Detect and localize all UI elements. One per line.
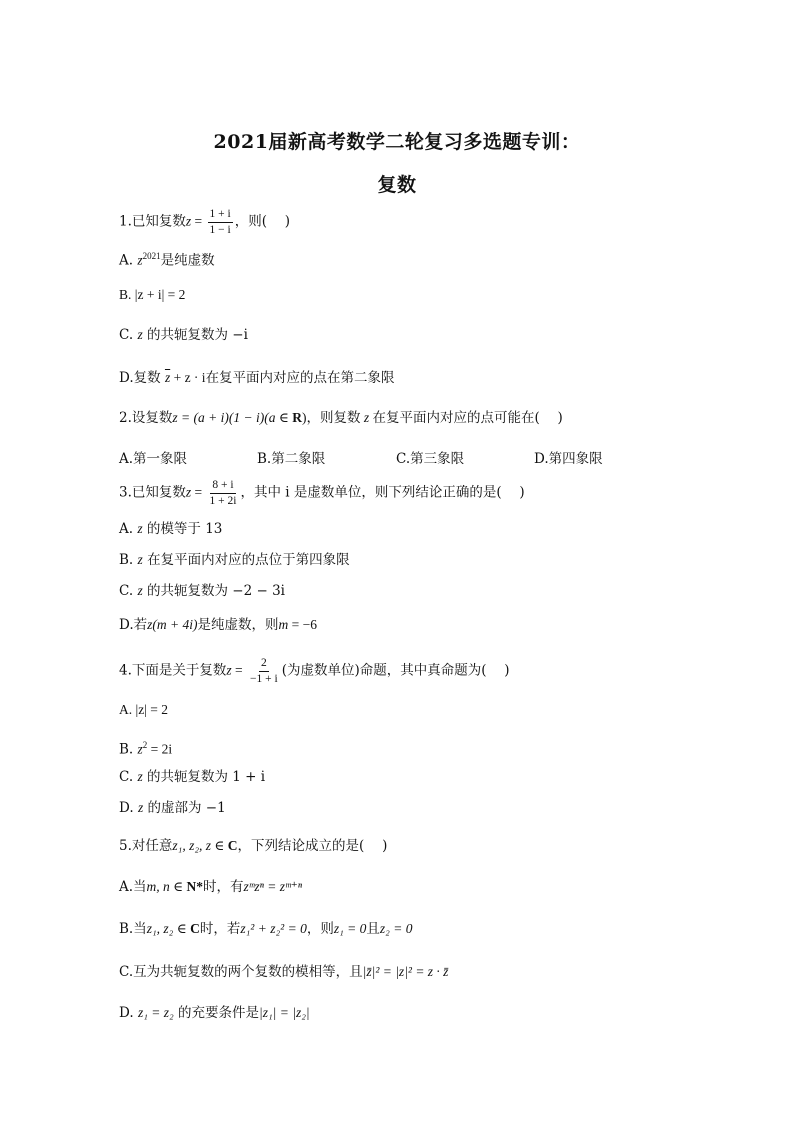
q2-option-b: B.第二象限 [257,451,326,467]
q2-option-d: D.第四象限 [534,451,603,467]
q4-option-c: C. z 的共轭复数为 1 + i [119,769,266,785]
q5-option-b: B.当z₁, z₂ ∈ C时，若z₁² + z₂² = 0，则z₁ = 0且z₂ = 0 [119,921,413,937]
q3-option-a: A. z 的模等于 13 [119,521,223,537]
q5-option-d: D. z₁ = z₂ 的充要条件是|z₁| = |z₂| [119,1005,310,1021]
q2-stem: 2.设复数z = (a + i)(1 − i)(a ∈ R)，则复数 z 在复平面内对应的点可能在( ) [119,410,563,426]
q1-option-d: D.复数 $\overline{z} + z \cdot i$在复平面内对应的点在第二象限 [119,370,395,386]
q3-option-b: B. z 在复平面内对应的点位于第四象限 [119,552,350,568]
q4-stem: 4.下面是关于复数z = $\frac{2}{-1 + i}$ (为虚数单位)命题，其中真命题为( ) [119,657,510,685]
q5-option-c: C.互为共轭复数的两个复数的模相等，且|z̄|² = |z|² = z · z̄ [119,964,449,980]
q3-fraction: $\frac{8 + i}{1 + 2i}$ [209,479,237,507]
q4-option-d: D. z 的虚部为 −1 [119,800,226,816]
q4-option-a: A. |z| = 2 [119,702,169,717]
q1-stem: 1.已知复数z = $\frac{1 + i}{1 - i}$ ，则( ) [119,208,291,236]
document-subtitle: 复数 [377,174,417,196]
q1-option-a: A. $z^{2021}$是纯虚数 [119,251,215,269]
q3-stem: 3.已知复数z = $\frac{8 + i}{1 + 2i}$ ，其中 i 是虚数单位，则下列结论正确的是( ) [119,479,525,507]
q4-fraction: $\frac{2}{-1 + i}$ [250,657,278,685]
q2-option-c: C.第三象限 [396,451,465,467]
q2-option-a: A.第一象限 [119,451,188,467]
q1-fraction: $\frac{1 + i}{1 - i}$ [209,208,231,236]
q3-option-c: C. z 的共轭复数为 −2 − 3i [119,583,285,599]
q3-option-d: D.若z(m + 4i)是纯虚数，则m = −6 [119,617,317,633]
q1-option-b: B. |z + i| = 2 [119,287,186,302]
q5-option-a: A.当m, n ∈ N*时，有zᵐzⁿ = zᵐ⁺ⁿ [119,879,303,895]
document-title: 2021届新高考数学二轮复习多选题专训： [213,131,581,153]
q5-stem: 5.对任意z₁, z₂, z ∈ C，下列结论成立的是( ) [119,838,388,854]
q4-option-b: B. $z^2 = 2i$ [119,740,173,758]
q1-option-c: C. z 的共轭复数为 −i [119,327,248,343]
